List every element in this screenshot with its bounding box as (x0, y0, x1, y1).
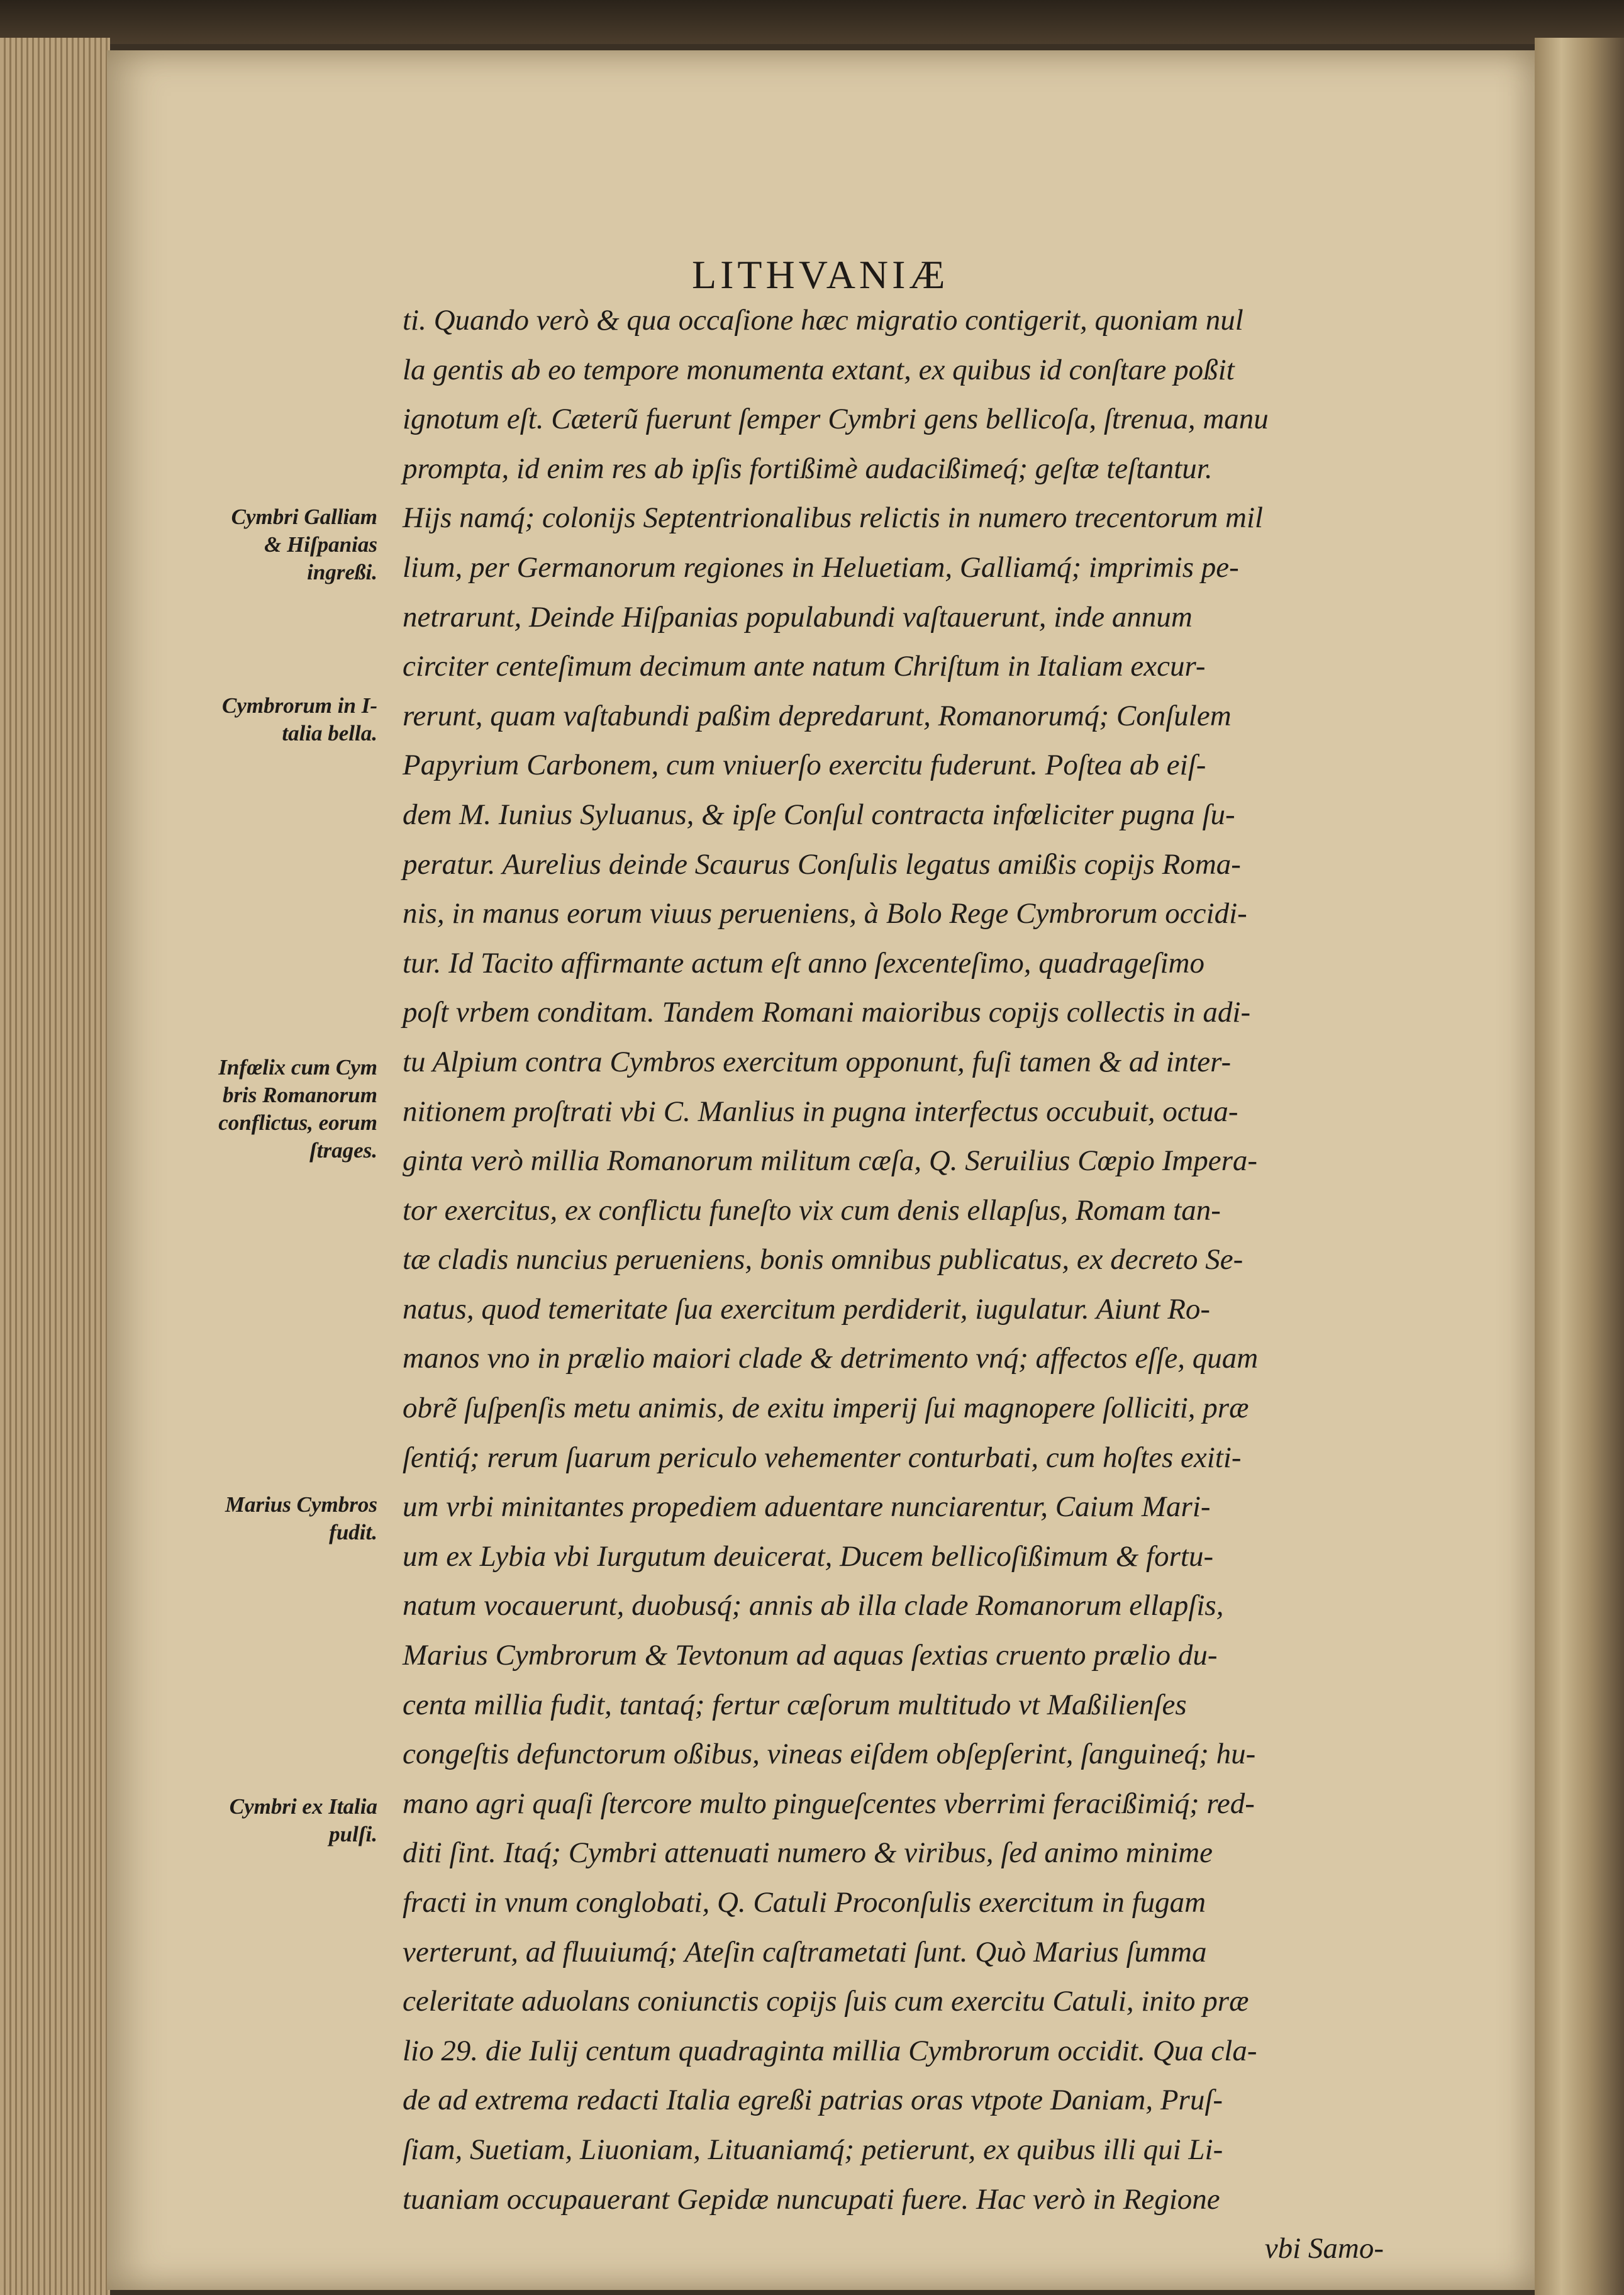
margin-note-line: conflictus, eorum (218, 1110, 377, 1135)
body-line: manos vno in prælio maiori clade & detrimento vnq́; affectos eſſe, quam (403, 1342, 1259, 1375)
body-line: natum vocauerunt, duobusq́; annis ab illa clade Romanorum ellapſis, (403, 1589, 1224, 1622)
body-line: centa millia fudit, tantaq́; fertur cæſorum multitudo vt Maßilienſes (403, 1688, 1187, 1721)
margin-note-cymbri-pulsi (170, 1793, 377, 1848)
body-line: prompta, id enim res ab ipſis fortißimè audacißimeq́; geſtæ teſtantur. (403, 452, 1213, 485)
body-line: congeſtis defunctorum oßibus, vineas eiſdem obſepſerint, ſanguineq́; hu- (403, 1738, 1256, 1771)
body-line: rerunt, quam vaſtabundi paßim depredarunt, Romanorumq́; Conſulem (403, 699, 1232, 732)
body-line: tæ cladis nuncius perueniens, bonis omnibus publicatus, ex decreto Se- (403, 1243, 1243, 1276)
margin-note-marius (170, 1491, 377, 1546)
body-line: dem M. Iunius Syluanus, & ipſe Conſul contracta infœliciter pugna ſu- (403, 798, 1235, 831)
left-page-edges (0, 38, 110, 2295)
margin-note-line: Infœlix cum Cym (218, 1055, 377, 1080)
body-line: la gentis ab eo tempore monumenta extant, ex quibus id conſtare poßit (403, 353, 1235, 386)
binding-top (0, 0, 1624, 44)
body-line: ginta verò millia Romanorum militum cæſa, Q. Seruilius Cœpio Impera- (403, 1144, 1258, 1178)
body-line: ignotum eſt. Cæterũ fuerunt ſemper Cymbri gens bellicoſa, ſtrenua, manu (403, 403, 1269, 436)
body-line: tur. Id Tacito affirmante actum eſt anno ſexcenteſimo, quadrageſimo (403, 946, 1204, 980)
body-line: netrarunt, Deinde Hiſpanias populabundi vaſtauerunt, inde annum (403, 600, 1193, 634)
body-line: ſiam, Suetiam, Liuoniam, Lituaniamq́; petierunt, ex quibus illi qui Li- (403, 2133, 1223, 2166)
body-line: Papyrium Carbonem, cum vniuerſo exercitu fuderunt. Poſtea ab eiſ- (403, 749, 1206, 782)
running-head: LITHVANIÆ (692, 252, 949, 297)
body-line: de ad extrema redacti Italia egreßi patrias oras vtpote Daniam, Pruſ- (403, 2084, 1223, 2117)
body-text (403, 296, 1384, 2274)
margin-note-line: Marius Cymbros (225, 1492, 377, 1517)
body-line: lio 29. die Iulij centum quadraginta millia Cymbrorum occidit. Qua cla- (403, 2034, 1257, 2067)
body-line: verterunt, ad fluuiumq́; Ateſin caſtrametati ſunt. Quò Marius ſumma (403, 1935, 1207, 1968)
body-line: mano agri quaſi ſtercore multo pingueſcentes vberrimi feracißimiq́; red- (403, 1787, 1255, 1820)
margin-note-line: ſtrages. (309, 1138, 377, 1163)
margin-note-line: fudit. (329, 1520, 377, 1544)
body-line: tuaniam occupauerant Gepidæ nuncupati fuere. Hac verò in Regione (403, 2182, 1220, 2216)
body-line: nitionem proſtrati vbi C. Manlius in pugna interfectus occubuit, octua- (403, 1095, 1238, 1128)
body-line: poſt vrbem conditam. Tandem Romani maioribus copijs collectis in adi- (403, 996, 1251, 1029)
body-line: peratur. Aurelius deinde Scaurus Conſulis legatus amißis copijs Roma- (403, 847, 1241, 881)
margin-note-line: Cymbrorum in I- (222, 693, 377, 718)
body-line: ſentiq́; rerum ſuarum periculo vehementer conturbati, cum hoſtes exiti- (403, 1441, 1242, 1474)
body-line: tu Alpium contra Cymbros exercitum opponunt, fuſi tamen & ad inter- (403, 1045, 1232, 1078)
body-line: Marius Cymbrorum & Tevtonum ad aquas ſextias cruento prælio du- (403, 1639, 1218, 1672)
body-line: ti. Quando verò & qua occaſione hæc migratio contigerit, quoniam nul (403, 304, 1243, 337)
body-line: nis, in manus eorum viuus perueniens, à Bolo Rege Cymbrorum occidi- (403, 897, 1247, 930)
body-line: um vrbi minitantes propediem aduentare nunciarentur, Caium Mari- (403, 1490, 1211, 1524)
margin-note-infoelix (170, 1054, 377, 1164)
margin-note-line: ingreßi. (307, 560, 377, 584)
margin-note-line: Cymbri ex Italia (229, 1794, 377, 1819)
margin-note-cymbri-galliam (170, 503, 377, 586)
body-line: vbi Samo- (1264, 2232, 1384, 2265)
body-line: circiter centeſimum decimum ante natum Chriſtum in Italiam excur- (403, 650, 1206, 683)
body-line: tor exercitus, ex conflictu funeſto vix cum denis ellapſus, Romam tan- (403, 1193, 1221, 1227)
body-line: obrẽ ſuſpenſis metu animis, de exitu imperij ſui magnopere ſolliciti, præ (403, 1392, 1249, 1425)
body-line: diti ſint. Itaq́; Cymbri attenuati numero & viribus, ſed animo minime (403, 1836, 1213, 1870)
margin-note-line: & Hiſpanias (264, 532, 377, 557)
body-line: um ex Lybia vbi Iurgutum deuicerat, Ducem bellicoſißimum & fortu- (403, 1539, 1214, 1573)
margin-note-line: Cymbri Galliam (231, 505, 377, 529)
right-page-edge (1535, 38, 1624, 2295)
margin-note-line: pulſi. (329, 1822, 377, 1846)
body-line: Hijs namq́; colonijs Septentrionalibus relictis in numero trecentorum mil (403, 501, 1264, 535)
body-line: lium, per Germanorum regiones in Heluetiam, Galliamq́; imprimis pe- (403, 550, 1239, 584)
margin-note-cymbrorum-bella (170, 692, 377, 747)
margin-note-line: bris Romanorum (222, 1083, 377, 1107)
body-line: natus, quod temeritate ſua exercitum perdiderit, iugulatur. Aiunt Ro- (403, 1292, 1211, 1326)
body-line: fracti in vnum conglobati, Q. Catuli Proconſulis exercitum in fugam (403, 1886, 1206, 1919)
body-line: celeritate aduolans coniunctis copijs ſuis cum exercitu Catuli, inito præ (403, 1985, 1249, 2018)
margin-note-line: talia bella. (282, 721, 377, 745)
